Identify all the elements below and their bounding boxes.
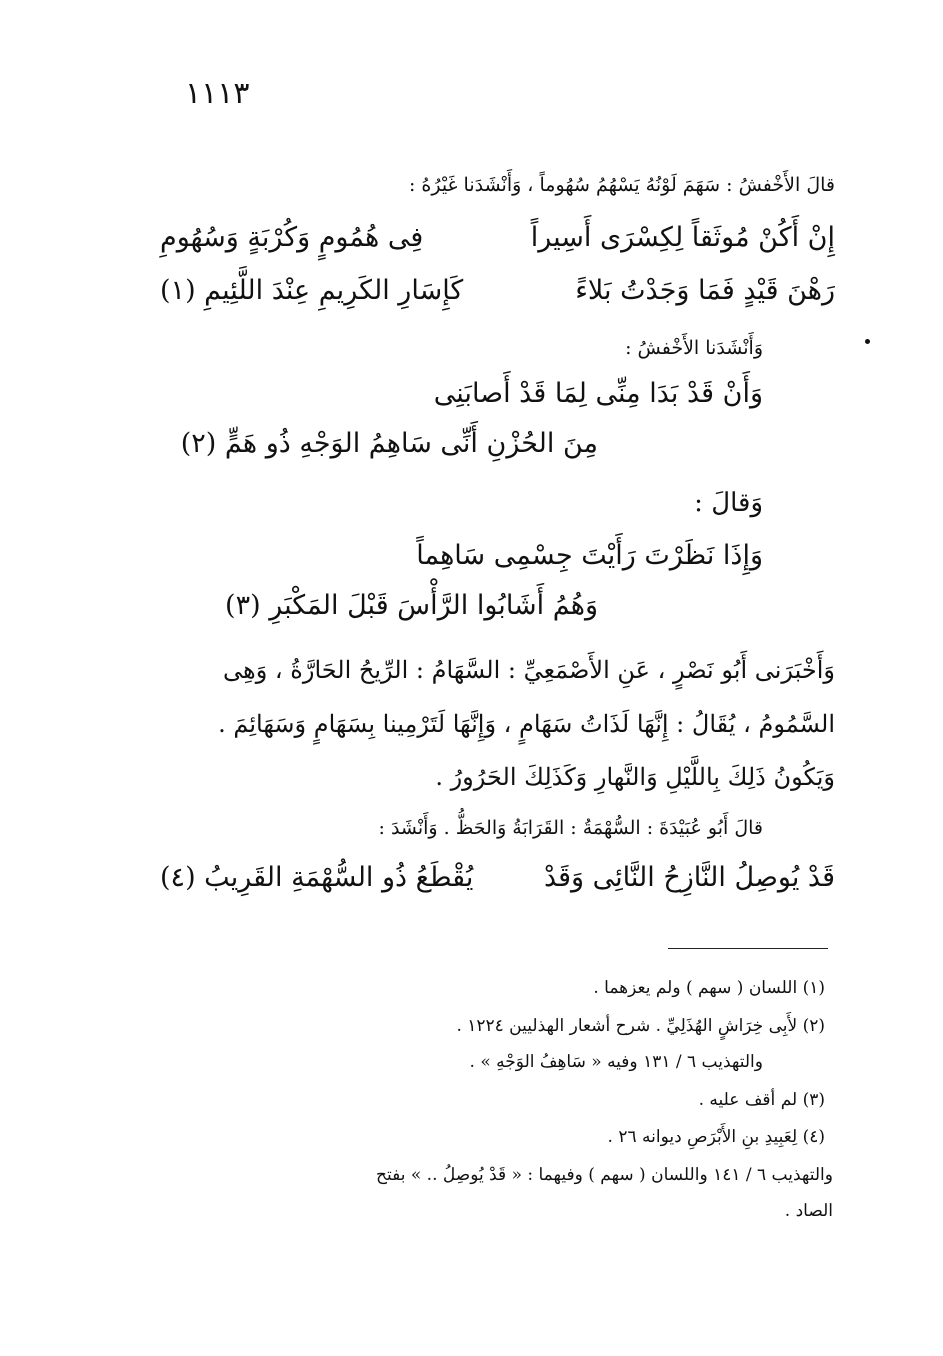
verse-4-second-hemistich: وَهُمُ أَشَابُوا الرَّأْسَ قَبْلَ المَكْبَرِ (٣) xyxy=(225,590,598,621)
verse-5-first-hemistich: قَدْ يُوصِلُ النَّازِحُ النَّائِى وَقَدْ xyxy=(543,862,835,893)
prose-line-2: السَّمُومُ ، يُقَالُ : إِنَّهَا لَذَاتُ سَهَامٍ ، وَإِنَّهَا لَتَرْمِينا بِسَهَامٍ وَسَهَائِمَ . xyxy=(218,710,835,738)
footnote-4: (٤) لِعَبِيدِ بنِ الأَبْرَصِ ديوانه ٢٦ . xyxy=(607,1127,825,1147)
intro-line-4: قالَ أَبُو عُبَيْدَةَ : السُّهْمَةُ : القَرَابَةُ وَالحَظُّ . وَأَنْشَدَ : xyxy=(378,817,763,839)
verse-4-first-hemistich: وَإِذَا نَظَرْتَ رَأَيْتَ جِسْمِى سَاهِماً xyxy=(416,540,763,571)
footnote-2: (٢) لأَبِى خِرَاشٍ الهُذَلِيِّ . شرح أشعار الهذليين ١٢٢٤ . xyxy=(456,1016,825,1036)
verse-5-second-hemistich: يُقْطَعُ ذُو السُّهْمَةِ القَرِيبُ (٤) xyxy=(160,862,474,893)
footnote-4-cont-2: الصاد . xyxy=(784,1201,833,1221)
verse-1-second-hemistich: فِى هُمُومٍ وَكُرْبَةٍ وَسُهُومِ xyxy=(160,222,424,253)
intro-line-3: وَقالَ : xyxy=(694,488,763,518)
footnote-4-cont: والتهذيب ٦ / ١٤١ واللسان ( سهم ) وفيهما : « قَدْ يُوصِلُ .. » بفتح xyxy=(376,1165,833,1185)
footnote-separator xyxy=(668,948,828,949)
page-number: ١١١٣ xyxy=(185,76,250,111)
footnote-3: (٣) لم أقف عليه . xyxy=(698,1090,825,1110)
verse-2-first-hemistich: رَهْنَ قَيْدٍ فَمَا وَجَدْتُ بَلاءً xyxy=(575,275,835,306)
intro-line-2: وَأَنْشَدَنا الأَخْفشُ : xyxy=(625,337,763,359)
prose-line-3: وَيَكُونُ ذَلِكَ بِاللَّيْلِ وَالنَّهارِ وَكَذَلِكَ الحَرُورُ . xyxy=(435,763,835,791)
footnote-1: (١) اللسان ( سهم ) ولم يعزهما . xyxy=(593,978,825,998)
footnote-2-cont: والتهذيب ٦ / ١٣١ وفيه « سَاهِفُ الوَجْهِ » . xyxy=(469,1052,763,1072)
verse-3-first-hemistich: وَأَنْ قَدْ بَدَا مِنِّى لِمَا قَدْ أَصابَنِى xyxy=(433,378,763,409)
intro-line-1: قالَ الأَخْفشُ : سَهَمَ لَوْنُهُ يَسْهُمُ سُهُوماً ، وَأَنْشَدَنا غَيْرُهُ : xyxy=(408,174,835,196)
verse-2-second-hemistich: كَإِسَارِ الكَرِيمِ عِنْدَ اللَّئِيمِ (١) xyxy=(160,275,464,306)
stray-dot xyxy=(865,339,870,344)
verse-1-first-hemistich: إِنْ أَكُنْ مُوثَقاً لِكِسْرَى أَسِيراً xyxy=(530,222,835,253)
verse-3-second-hemistich: مِنَ الحُزْنِ أَنِّى سَاهِمُ الوَجْهِ ذُو هَمٍّ (٢) xyxy=(180,428,598,459)
prose-line-1: وَأَخْبَرَنى أَبُو نَصْرٍ ، عَنِ الأَصْمَعِيِّ : السَّهَامُ : الرِّيحُ الحَارَّةُ ، وَهِى xyxy=(223,656,835,684)
